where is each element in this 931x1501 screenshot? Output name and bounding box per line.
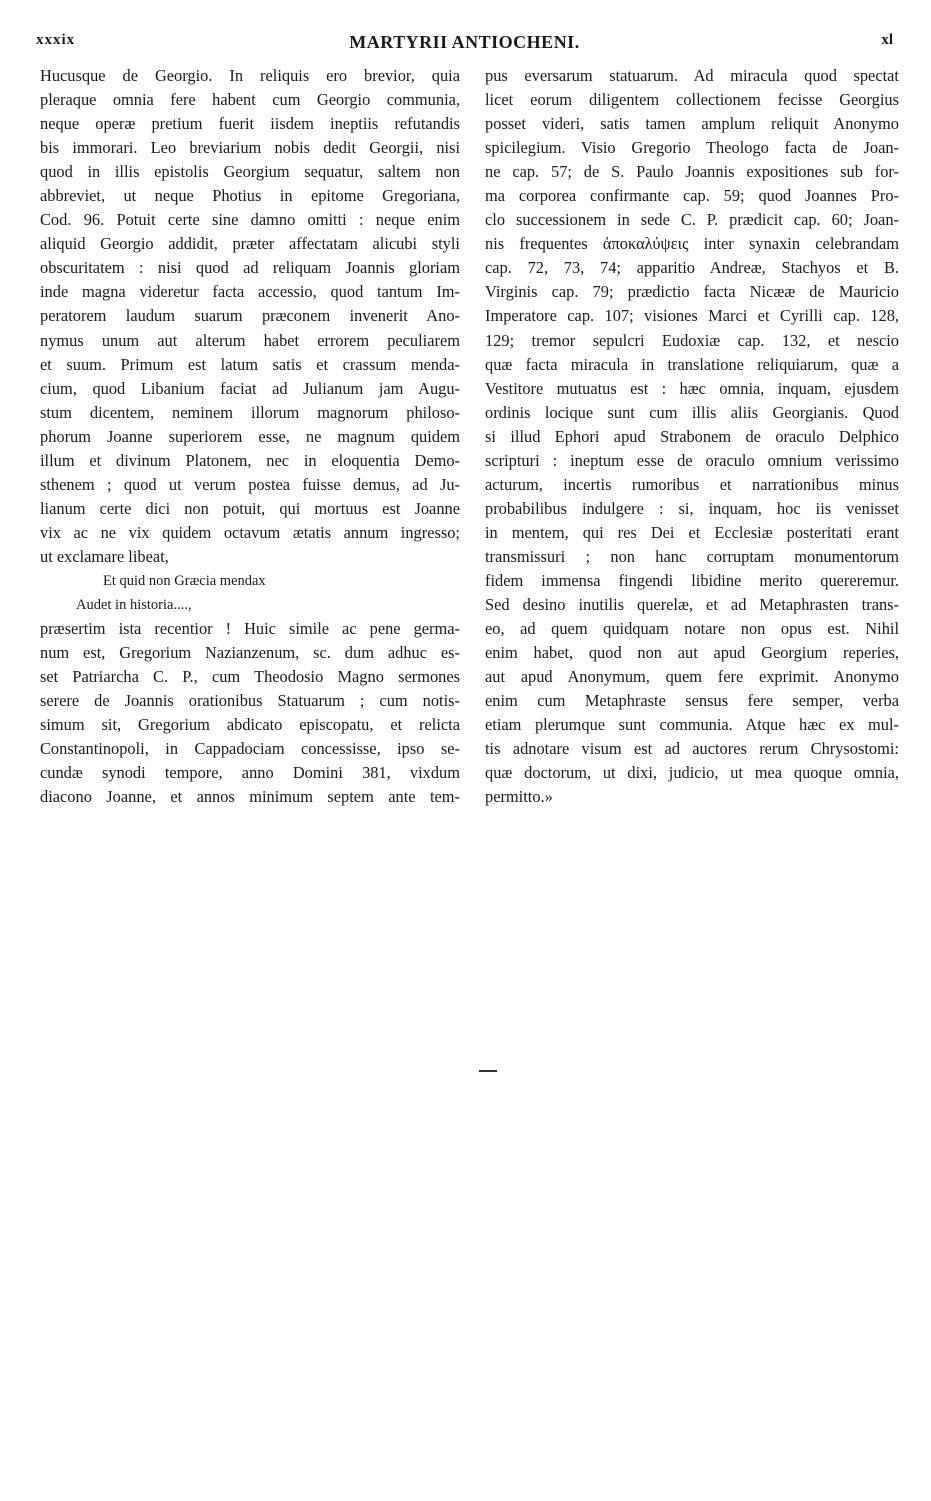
text-line: num est, Gregorium Nazianzenum, sc. dum adhuc es- <box>40 643 460 663</box>
text-line: in mentem, qui res Dei et Ecclesiæ posteritati erant <box>485 522 899 542</box>
text-line: abbreviet, ut neque Photius in epitome Gregoriana, <box>40 186 460 206</box>
text-line: ma corporea confirmante cap. 59; quod Joannes Pro- <box>485 186 899 206</box>
text-line: aliquid Georgio addidit, præter affectatam alicubi styli <box>40 234 460 254</box>
text-line: vix ac ne vix quidem octavum ætatis annum ingresso; <box>40 522 460 542</box>
text-line: simum sit, Gregorium abdicato episcopatu, et relicta <box>40 715 460 735</box>
text-line: neque operæ pretium fuerit iisdem ineptiis refutandis <box>40 114 460 134</box>
page-number-left: xxxix <box>36 32 76 48</box>
text-line: ordinis locique sunt cum illis aliis Georgianis. Quod <box>485 402 899 422</box>
running-title: MARTYRII ANTIOCHENI. <box>349 32 580 52</box>
verse-line: Audet in historia...., <box>76 597 192 614</box>
text-line: obscuritatem : nisi quod ad reliquam Joannis gloriam <box>40 258 460 278</box>
text-line: diacono Joanne, et annos minimum septem ante tem- <box>40 787 460 807</box>
text-line: præsertim ista recentior ! Huic simile ac pene germa- <box>40 619 460 639</box>
text-line: quod in illis epistolis Georgium sequatur, saltem non <box>40 162 460 182</box>
text-line: Imperatore cap. 107; visiones Marci et Cyrilli cap. 128, <box>485 306 899 326</box>
text-line: ut exclamare libeat, <box>40 546 169 566</box>
text-line: ne cap. 57; de S. Paulo Joannis expositiones sub for- <box>485 162 899 182</box>
text-line: sthenem ; quod ut verum postea fuisse demus, ad Ju- <box>40 474 460 494</box>
text-line: peratorem laudum suarum præconem invenerit Ano- <box>40 306 460 326</box>
text-line: posset videri, satis tamen amplum reliquit Anonymo <box>485 114 899 134</box>
text-line: enim cum Metaphraste sensus fere semper, verba <box>485 691 899 711</box>
text-line: clo successionem in sede C. P. prædicit cap. 60; Joan- <box>485 210 899 230</box>
text-line: spicilegium. Visio Gregorio Theologo facta de Joan- <box>485 138 899 158</box>
text-line: aut apud Anonymum, quem fere exprimit. Anonymo <box>485 667 899 687</box>
left-column <box>40 64 460 809</box>
text-line: serere de Joannis orationibus Statuarum ; cum notis- <box>40 691 460 711</box>
text-line: Sed desino inutilis querelæ, et ad Metaphrasten trans- <box>485 595 899 615</box>
text-line: cundæ synodi tempore, anno Domini 381, vixdum <box>40 763 460 783</box>
text-line: Cod. 96. Potuit certe sine damno omitti : neque enim <box>40 210 460 230</box>
text-line: scripturi : ineptum esse de oraculo omnium verissimo <box>485 450 899 470</box>
text-line: cap. 72, 73, 74; apparitio Andreæ, Stachyos et B. <box>485 258 899 278</box>
verse-line: Et quid non Græcia mendax <box>103 572 266 589</box>
text-line: Constantinopoli, in Cappadociam concessisse, ipso se- <box>40 739 460 759</box>
text-line: Vestitore mutuatus est : hæc omnia, inquam, ejusdem <box>485 378 899 398</box>
text-line: lianum certe dici non potuit, qui mortuus est Joanne <box>40 498 460 518</box>
text-line: quæ doctorum, ut dixi, judicio, ut mea quoque omnia, <box>485 763 899 783</box>
running-header <box>36 32 893 56</box>
text-line: fidem immensa fingendi libidine merito quereremur. <box>485 570 899 590</box>
text-line: pus eversarum statuarum. Ad miracula quod spectat <box>485 66 899 85</box>
text-line: licet eorum diligentem collectionem fecisse Georgius <box>485 90 899 110</box>
end-rule-divider <box>479 1070 497 1072</box>
text-line: phorum Joanne superiorem esse, ne magnum quidem <box>40 426 460 446</box>
text-line: pleraque omnia fere habent cum Georgio communia, <box>40 90 460 110</box>
text-line: probabilibus indulgere : si, inquam, hoc iis venisset <box>485 498 899 518</box>
text-line: inde magna videretur facta accessio, quod tantum Im- <box>40 282 460 302</box>
text-line: bis immorari. Leo breviarium nobis dedit Georgii, nisi <box>40 138 460 158</box>
text-line: permitto.» <box>485 787 553 807</box>
text-line: Virginis cap. 79; prædictio facta Nicææ de Mauricio <box>485 282 899 302</box>
text-line: enim habet, quod non aut apud Georgium reperies, <box>485 643 899 663</box>
text-line: cium, quod Libanium faciat ad Julianum jam Augu- <box>40 378 460 398</box>
text-line: etiam plerumque sunt communia. Atque hæc ex mul- <box>485 715 899 735</box>
text-line: stum dicentem, neminem illorum magnorum philoso- <box>40 402 460 422</box>
text-line: illum et divinum Platonem, nec in eloquentia Demo- <box>40 450 460 470</box>
text-line: nymus unum aut alterum habet errorem peculiarem <box>40 330 460 350</box>
text-line: acturum, incertis rumoribus et narrationibus minus <box>485 474 899 494</box>
text-line: quæ facta miracula in translatione reliquiarum, quæ a <box>485 354 899 374</box>
right-column <box>485 64 899 809</box>
text-line: transmissuri ; non hanc corruptam monumentorum <box>485 546 899 566</box>
page-number-right: xl <box>881 32 893 48</box>
text-line: 129; tremor sepulcri Eudoxiæ cap. 132, et nescio <box>485 330 899 350</box>
text-line: nis frequentes ἀποκαλύψεις inter synaxin celebrandam <box>485 234 899 254</box>
text-line: et suum. Primum est latum satis et crassum menda- <box>40 354 460 374</box>
text-line: Hucusque de Georgio. In reliquis ero brevior, quia <box>40 66 460 85</box>
text-line: set Patriarcha C. P., cum Theodosio Magno sermones <box>40 667 460 687</box>
text-line: eo, ad quem quidquam notare non opus est. Nihil <box>485 619 899 639</box>
text-line: si illud Ephori apud Strabonem de oraculo Delphico <box>485 426 899 446</box>
text-line: tis adnotare visum est ad auctores rerum Chrysostomi: <box>485 739 899 759</box>
